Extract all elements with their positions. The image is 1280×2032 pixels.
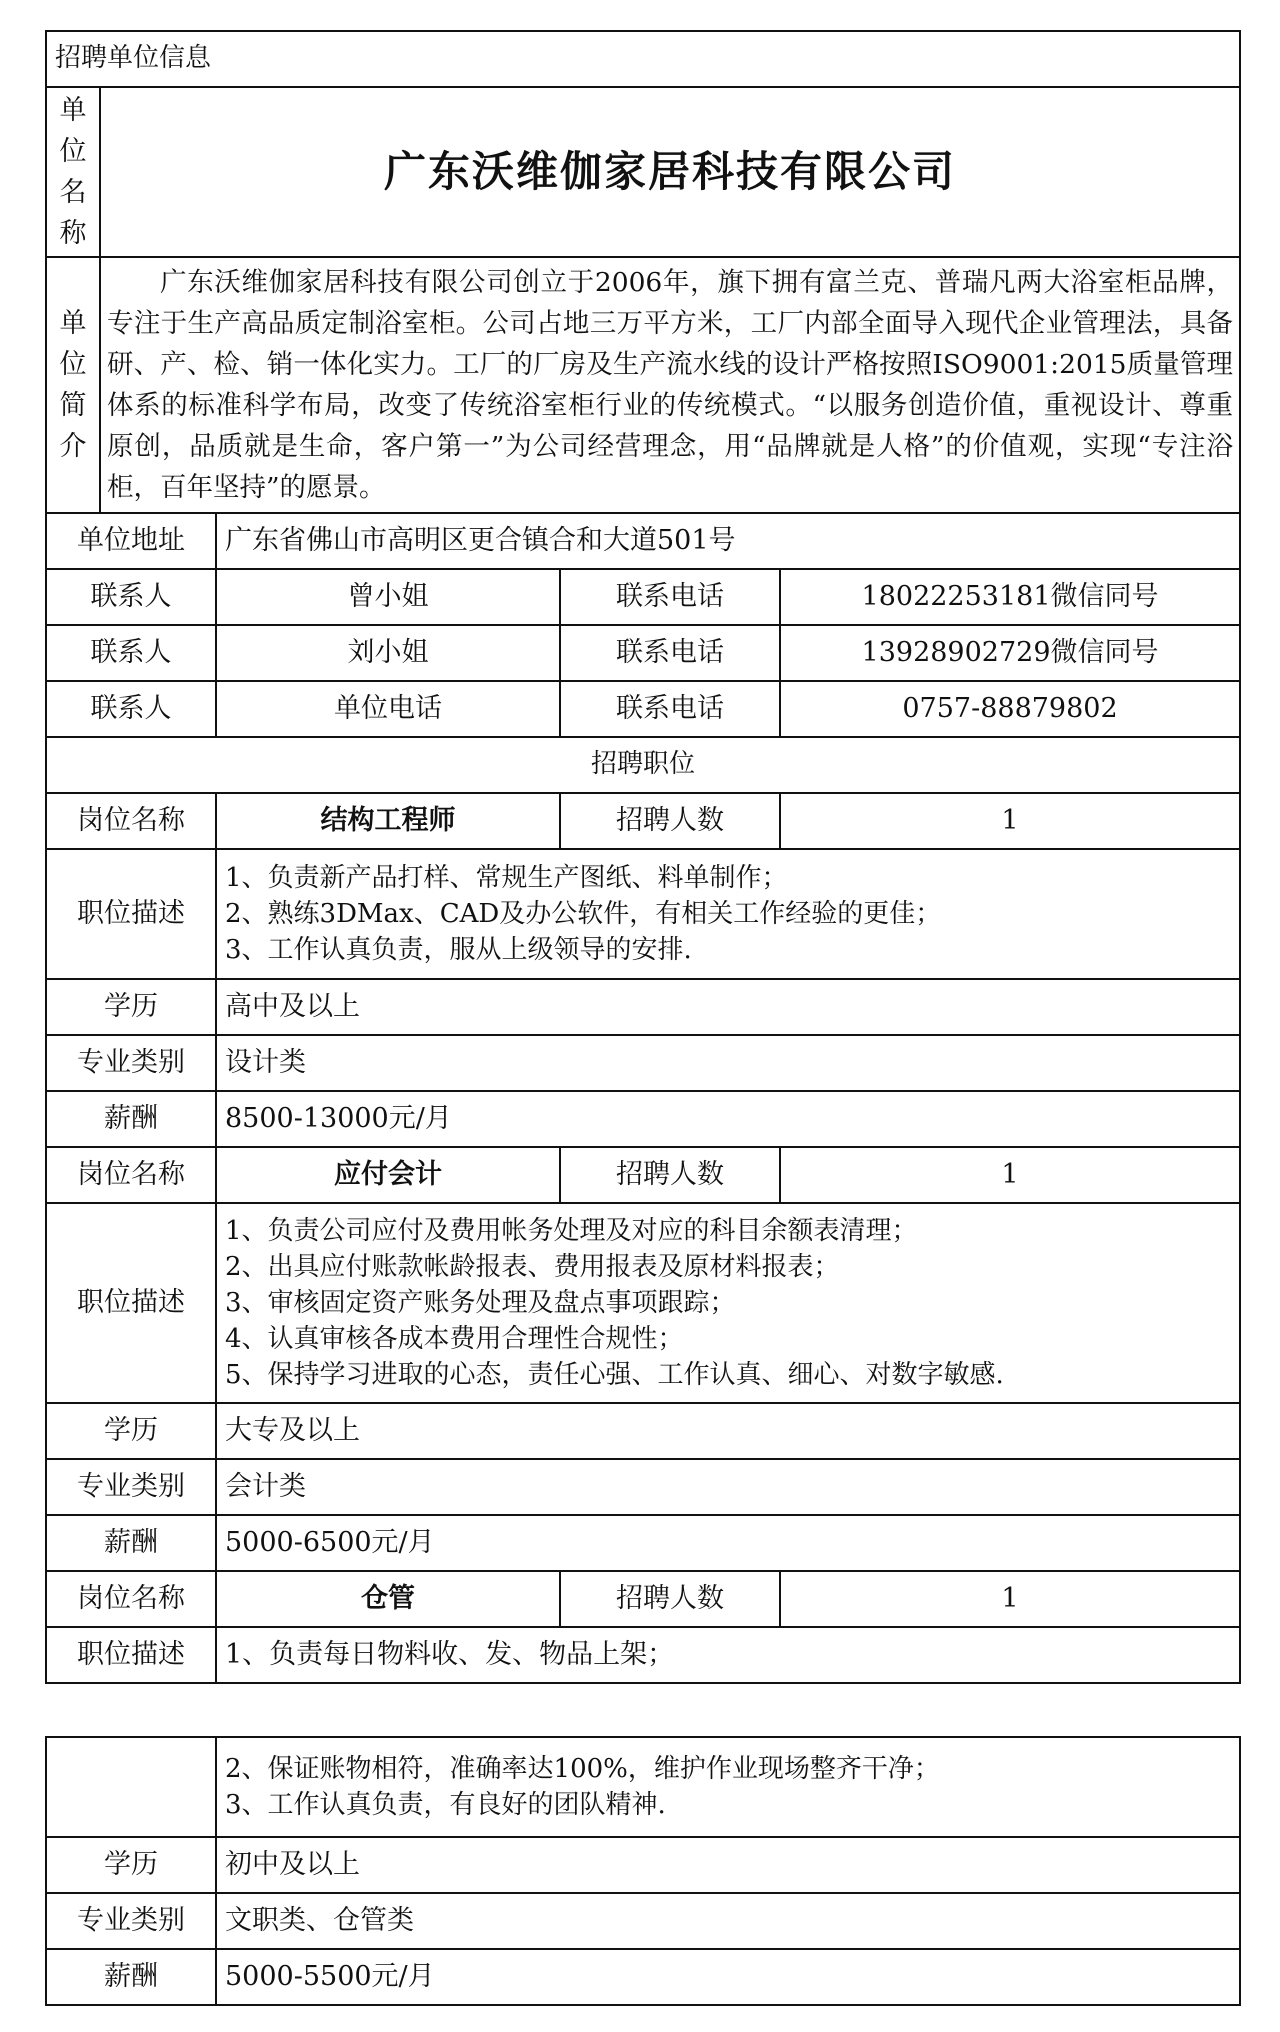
contact-label: 联系人 [46, 625, 216, 681]
description-line: 2、保证账物相符，准确率达100%，维护作业现场整齐干净； [225, 1754, 940, 1784]
company-intro: 广东沃维伽家居科技有限公司创立于2006年，旗下拥有富兰克、普瑞凡两大浴室柜品牌，专注于生产高品质定制浴室柜。公司占地三万平方米，工厂内部全面导入现代企业管理法，具备研、产、检、销一体化实力。工厂的厂房及生产流水线的设计严格按照ISO9001:2015质量管理体系的标准科学布局，改变了传统浴室柜行业的传统模式。“以服务创造价值，重视设计、尊重原创，品质就是生命，客户第一”为公司经营理念，用“品牌就是人格”的价值观，实现“专注浴柜，百年坚持”的愿景。 [100, 257, 1240, 513]
headcount-value: 1 [780, 1571, 1240, 1627]
position-title: 应付会计 [216, 1147, 560, 1203]
education-label: 学历 [46, 979, 216, 1035]
contact-phone: 0757-88879802 [780, 681, 1240, 737]
major-label: 专业类别 [46, 1893, 216, 1949]
position-title: 结构工程师 [216, 793, 560, 849]
address-value: 广东省佛山市高明区更合镇合和大道501号 [216, 513, 1240, 569]
salary-label: 薪酬 [46, 1091, 216, 1147]
major-value: 设计类 [216, 1035, 1240, 1091]
contact-name: 单位电话 [216, 681, 560, 737]
description-line: 2、熟练3DMax、CAD及办公软件，有相关工作经验的更佳； [225, 899, 942, 929]
contact-phone: 13928902729微信同号 [780, 625, 1240, 681]
salary-value: 5000-6500元/月 [216, 1515, 1240, 1571]
headcount-value: 1 [780, 793, 1240, 849]
major-label: 专业类别 [46, 1459, 216, 1515]
description-line: 2、出具应付账款帐龄报表、费用报表及原材料报表； [225, 1252, 840, 1282]
description-line: 1、负责每日物料收、发、物品上架； [216, 1627, 1240, 1683]
position-header-row [46, 793, 1240, 849]
headcount-label: 招聘人数 [560, 1571, 780, 1627]
description-label: 职位描述 [46, 1203, 216, 1403]
company-name: 广东沃维伽家居科技有限公司 [100, 87, 1240, 257]
contact-row [46, 569, 1240, 625]
headcount-label: 招聘人数 [560, 1147, 780, 1203]
recruitment-table-page-2 [45, 1736, 1241, 2006]
education-value: 高中及以上 [216, 979, 1240, 1035]
contact-phone-label: 联系电话 [560, 569, 780, 625]
description-line: 4、认真审核各成本费用合理性合规性； [225, 1324, 684, 1354]
headcount-label: 招聘人数 [560, 793, 780, 849]
position-description-continued [216, 1737, 1240, 1837]
description-line: 3、审核固定资产账务处理及盘点事项跟踪； [225, 1288, 736, 1318]
major-value: 会计类 [216, 1459, 1240, 1515]
contact-name: 曾小姐 [216, 569, 560, 625]
education-label: 学历 [46, 1837, 216, 1893]
position-title: 仓管 [216, 1571, 560, 1627]
position-description [216, 849, 1240, 979]
salary-label: 薪酬 [46, 1949, 216, 2005]
major-value: 文职类、仓管类 [216, 1893, 1240, 1949]
contact-name: 刘小姐 [216, 625, 560, 681]
contact-phone: 18022253181微信同号 [780, 569, 1240, 625]
description-line: 1、负责新产品打样、常规生产图纸、料单制作； [225, 863, 788, 893]
contact-row [46, 681, 1240, 737]
description-line: 5、保持学习进取的心态，责任心强、工作认真、细心、对数字敏感. [225, 1360, 1004, 1390]
position-name-label: 岗位名称 [46, 1147, 216, 1203]
company-name-label: 单 位 名 称 [46, 87, 100, 257]
company-intro-label: 单 位 简 介 [46, 257, 100, 513]
education-value: 初中及以上 [216, 1837, 1240, 1893]
headcount-value: 1 [780, 1147, 1240, 1203]
description-label-continued [46, 1737, 216, 1837]
position-description [216, 1203, 1240, 1403]
position-name-label: 岗位名称 [46, 793, 216, 849]
contact-row [46, 625, 1240, 681]
position-header-row [46, 1571, 1240, 1627]
education-label: 学历 [46, 1403, 216, 1459]
salary-label: 薪酬 [46, 1515, 216, 1571]
address-label: 单位地址 [46, 513, 216, 569]
description-line: 1、负责公司应付及费用帐务处理及对应的科目余额表清理； [225, 1216, 918, 1246]
major-label: 专业类别 [46, 1035, 216, 1091]
description-label: 职位描述 [46, 1627, 216, 1683]
positions-title: 招聘职位 [46, 737, 1240, 793]
contact-label: 联系人 [46, 569, 216, 625]
contact-label: 联系人 [46, 681, 216, 737]
contact-phone-label: 联系电话 [560, 681, 780, 737]
recruitment-table-page-1 [45, 30, 1241, 1684]
salary-value: 5000-5500元/月 [216, 1949, 1240, 2005]
salary-value: 8500-13000元/月 [216, 1091, 1240, 1147]
description-label: 职位描述 [46, 849, 216, 979]
contact-phone-label: 联系电话 [560, 625, 780, 681]
description-line: 3、工作认真负责，服从上级领导的安排. [225, 935, 692, 965]
education-value: 大专及以上 [216, 1403, 1240, 1459]
position-header-row [46, 1147, 1240, 1203]
position-name-label: 岗位名称 [46, 1571, 216, 1627]
section-title: 招聘单位信息 [46, 31, 1240, 87]
description-line: 3、工作认真负责，有良好的团队精神. [225, 1790, 666, 1820]
